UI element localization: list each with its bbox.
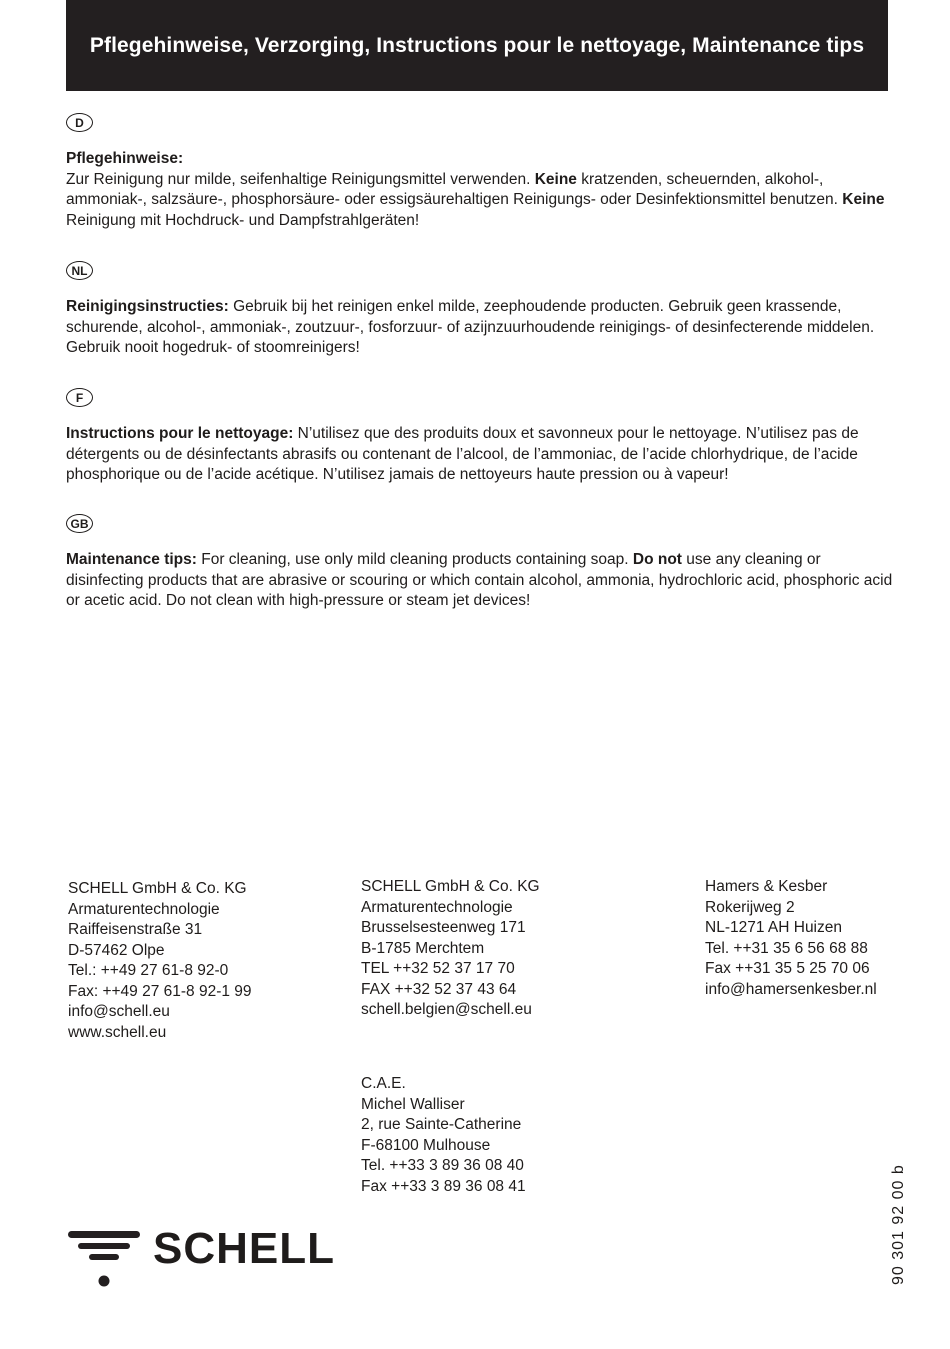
section-dutch-heading: Reinigingsinstructies: — [66, 298, 229, 315]
language-badge-gb: GB — [66, 514, 93, 533]
contact-netherlands — [705, 877, 877, 1000]
contact-line: TEL ++32 52 37 17 70 — [361, 960, 515, 977]
language-badge-nl: NL — [66, 261, 93, 280]
section-french — [66, 388, 896, 486]
contact-line: FAX ++32 52 37 43 64 — [361, 980, 517, 998]
language-badge-fr: F — [66, 388, 93, 407]
contact-line: Raiffeisenstraße 31 — [68, 921, 203, 938]
contact-line: Rokerijweg 2 — [705, 898, 795, 916]
contact-line: Fax: ++49 27 61-8 92-1 99 — [68, 982, 252, 1000]
contact-line: Brusselsesteenweg 171 — [361, 919, 526, 936]
section-dutch-text-part: Gebruik bij het reinigen enkel milde, zeephoudende producten. Gebruik geen krassende, schurende, alcohol-, ammoniak-, zoutzuur-, fosforzuur- of azijnzuurhoudende reinigings- of desinfecterende middelen. Gebruik nooit hogedruk- of stoomreinigers! — [66, 298, 875, 356]
contact-line: F-68100 Mulhouse — [361, 1136, 491, 1154]
section-german-heading: Pflegehinweise: — [66, 150, 184, 167]
contact-line: Armaturentechnologie — [361, 898, 513, 916]
section-english-text-part: use any cleaning or disinfecting products that are abrasive or scouring or which contain alcohol, ammonia, hydrochloric acid, phosphoric acid or acetic acid. Do not clean with high-pressure or steam jet devices! — [66, 551, 893, 609]
section-english-text-part: For cleaning, use only mild cleaning products containing soap. — [196, 551, 633, 568]
contact-belgium — [361, 877, 540, 1021]
contact-line: C.A.E. — [361, 1075, 406, 1092]
contact-line: Michel Walliser — [361, 1095, 465, 1113]
contact-line: Tel.: ++49 27 61-8 92-0 — [68, 962, 229, 979]
contact-line: SCHELL GmbH & Co. KG — [68, 880, 247, 897]
section-german-text-part: Reinigung mit Hochdruck- und Dampfstrahlgeräten! — [66, 211, 420, 229]
contact-email[interactable]: schell.belgien@schell.eu — [361, 1001, 532, 1018]
contact-email[interactable]: info@schell.eu — [68, 1003, 170, 1020]
contact-website[interactable]: www.schell.eu — [68, 1023, 167, 1041]
contact-line: Hamers & Kesber — [705, 878, 828, 895]
section-dutch — [66, 261, 896, 359]
contact-line: B-1785 Merchtem — [361, 939, 485, 957]
contact-line: SCHELL GmbH & Co. KG — [361, 878, 540, 895]
contact-line: NL-1271 AH Huizen — [705, 919, 842, 936]
section-german-emphasis: Keine — [842, 191, 885, 208]
section-german-text — [66, 149, 896, 231]
section-german-text-part: kratzenden, scheuernden, alkohol-, ammoniak-, salzsäure-, phosphorsäure- oder essigsäurehaltigen Reinigungs- oder Desinfektionsmittel benutzen. — [66, 170, 843, 208]
section-french-text — [66, 424, 896, 486]
section-french-text-part: N’utilisez que des produits doux et savonneux pour le nettoyage. N’utilisez pas de détergents ou de désinfectants abrasifs ou contenant de l’alcool, de l’ammoniac, de l’acide chlorhydrique, de l’acide phosphorique ou de l’acide acétique. N’utilisez jamais de nettoyeurs haute pression ou à vapeur! — [66, 425, 859, 483]
section-german-text-part: Zur Reinigung nur milde, seifenhaltige Reinigungsmittel verwenden. — [66, 170, 535, 188]
contact-line: 2, rue Sainte-Catherine — [361, 1116, 522, 1133]
contact-germany — [68, 879, 252, 1043]
contact-line: Tel. ++33 3 89 36 08 40 — [361, 1157, 524, 1174]
section-dutch-text — [66, 297, 896, 359]
contact-france — [361, 1074, 526, 1197]
contact-line: D-57462 Olpe — [68, 941, 165, 959]
section-english-text — [66, 550, 896, 612]
section-german-emphasis: Keine — [534, 170, 577, 188]
contact-line: Armaturentechnologie — [68, 900, 220, 918]
section-german — [66, 113, 896, 231]
logo-wordmark: SCHELL — [153, 1224, 335, 1273]
header-bar — [66, 0, 888, 91]
contact-line: Tel. ++31 35 6 56 68 88 — [705, 939, 868, 957]
schell-faucet-mark-icon — [68, 1228, 140, 1288]
language-badge-de: D — [66, 113, 93, 132]
section-english-emphasis: Do not — [632, 551, 682, 568]
contact-line: Fax ++31 35 5 25 70 06 — [705, 960, 870, 977]
contact-line: Fax ++33 3 89 36 08 41 — [361, 1177, 526, 1195]
section-english — [66, 514, 896, 612]
contact-email[interactable]: info@hamersenkesber.nl — [705, 980, 877, 998]
section-french-heading: Instructions pour le nettoyage: — [66, 425, 294, 442]
section-english-heading: Maintenance tips: — [66, 551, 197, 568]
page-title: Pflegehinweise, Verzorging, Instructions pour le nettoyage, Maintenance tips — [89, 33, 865, 57]
document-number: 90 301 92 00 b — [890, 1164, 907, 1285]
